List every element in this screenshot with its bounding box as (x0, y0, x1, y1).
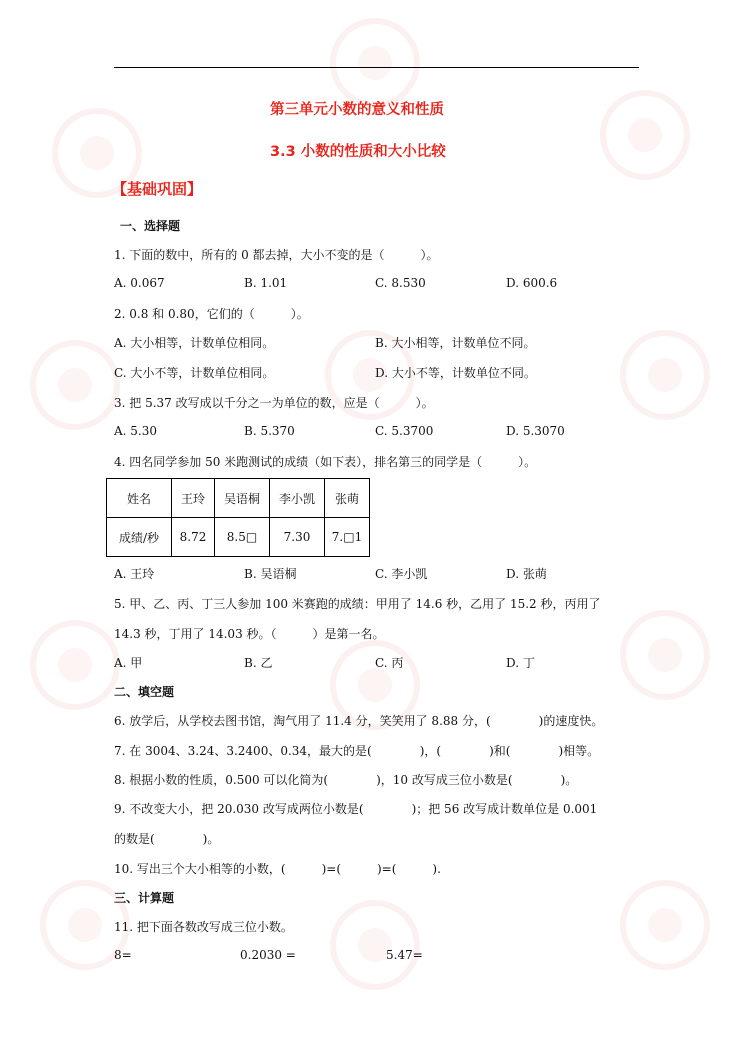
header-rule (114, 67, 639, 68)
q1-option-c: C. 8.530 (375, 276, 426, 290)
page-title: 第三单元小数的意义和性质 (270, 102, 444, 118)
question-10: 10. 写出三个大小相等的小数，( )=( )=( ). (114, 862, 441, 876)
watermark-logo (312, 882, 437, 1007)
question-11: 11. 把下面各数改写成三位小数。 (114, 920, 293, 934)
table-cell: 成绩/秒 (107, 518, 172, 557)
table-cell: 张萌 (325, 479, 370, 518)
q5-option-c: C. 丙 (375, 656, 404, 670)
q4-option-d: D. 张萌 (506, 567, 547, 581)
question-3: 3. 把 5.37 改写成以千分之一为单位的数，应是（ ）。 (114, 396, 434, 410)
watermark-logo (602, 862, 727, 987)
watermark-logo (602, 312, 727, 437)
question-7: 7. 在 3004、3.24、3.2400、0.34，最大的是( )，( )和( )相等。 (114, 744, 600, 758)
watermark-logo (602, 592, 727, 717)
q4-option-c: C. 李小凯 (375, 567, 428, 581)
q4-option-a: A. 王玲 (114, 567, 155, 581)
part1-heading: 一、选择题 (120, 219, 181, 233)
q3-option-c: C. 5.3700 (375, 424, 434, 438)
q2-option-c: C. 大小不等，计数单位相同。 (114, 366, 275, 380)
table-cell: 姓名 (107, 479, 172, 518)
table-row (107, 518, 370, 557)
part3-heading: 三、计算题 (114, 891, 175, 905)
table-row (107, 479, 370, 518)
question-6: 6. 放学后，从学校去图书馆，淘气用了 11.4 分，笑笑用了 8.88 分，( )的速度快。 (114, 714, 604, 728)
score-table (106, 478, 370, 557)
table-cell: 李小凯 (270, 479, 325, 518)
q2-option-b: B. 大小相等，计数单位不同。 (375, 336, 536, 350)
watermark-logo (582, 72, 707, 197)
q5-option-b: B. 乙 (244, 656, 273, 670)
question-4: 4. 四名同学参加 50 米跑测试的成绩（如下表），排名第三的同学是（ ）。 (114, 455, 537, 469)
section-heading: 【基础巩固】 (112, 180, 203, 198)
q5-option-a: A. 甲 (114, 656, 143, 670)
q1-option-a: A. 0.067 (114, 276, 165, 290)
table-cell: 7.30 (270, 518, 325, 557)
q3-option-b: B. 5.370 (244, 424, 295, 438)
question-1: 1. 下面的数中，所有的 0 都去掉，大小不变的是（ ）。 (114, 248, 439, 262)
q11-item-2: 0.2030 = (240, 948, 296, 962)
question-9-line2: 的数是( )。 (114, 832, 220, 846)
q11-item-3: 5.47= (386, 948, 423, 962)
table-cell: 王玲 (172, 479, 215, 518)
q11-item-1: 8= (114, 948, 132, 962)
table-cell: 8.5□ (215, 518, 270, 557)
part2-heading: 二、填空题 (114, 685, 175, 699)
q5-option-d: D. 丁 (506, 656, 535, 670)
question-2: 2. 0.8 和 0.80，它们的（ ）。 (114, 307, 309, 321)
q2-option-d: D. 大小不等，计数单位不同。 (375, 366, 536, 380)
q1-option-d: D. 600.6 (506, 276, 558, 290)
table-cell: 8.72 (172, 518, 215, 557)
q2-option-a: A. 大小相等，计数单位相同。 (114, 336, 275, 350)
table-cell: 吴语桐 (215, 479, 270, 518)
question-5-line2: 14.3 秒，丁用了 14.03 秒。（ ）是第一名。 (114, 627, 385, 641)
question-5-line1: 5. 甲、乙、丙、丁三人参加 100 米赛跑的成绩：甲用了 14.6 秒，乙用了 15.2 秒，丙用了 (114, 597, 601, 611)
q3-option-a: A. 5.30 (114, 424, 158, 438)
table-cell: 7.□1 (325, 518, 370, 557)
question-9-line1: 9. 不改变大小，把 20.030 改写成两位小数是( )；把 56 改写成计数单位是 0.001 (114, 802, 598, 816)
page-subtitle: 3.3 小数的性质和大小比较 (270, 144, 446, 160)
q3-option-d: D. 5.3070 (506, 424, 565, 438)
q1-option-b: B. 1.01 (244, 276, 288, 290)
q4-option-b: B. 吴语桐 (244, 567, 297, 581)
question-8: 8. 根据小数的性质，0.500 可以化简为( )，10 改写成三位小数是( )。 (114, 773, 578, 787)
